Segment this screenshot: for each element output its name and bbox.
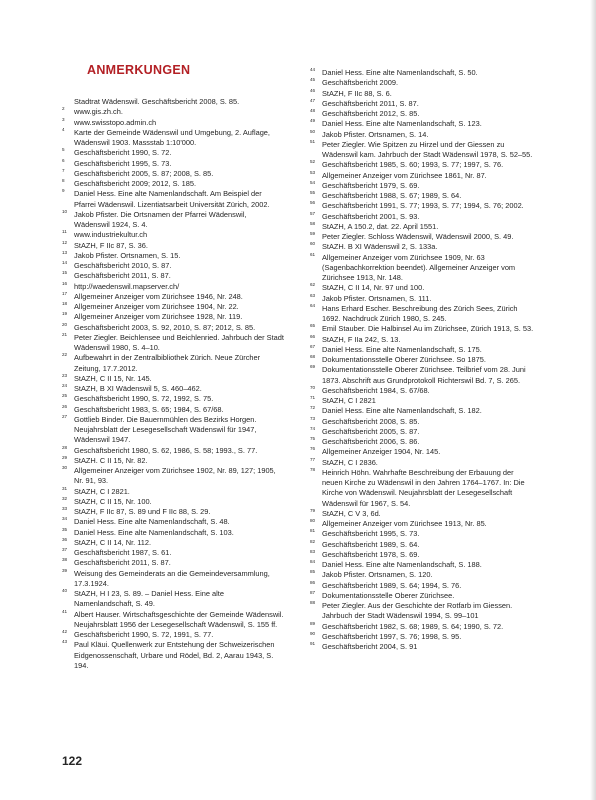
endnote-text: www.swisstopo.admin.ch <box>74 117 157 127</box>
endnote-number: 37 <box>62 547 68 552</box>
endnote <box>310 540 535 550</box>
endnote-number: 75 <box>310 436 316 441</box>
endnote-number: 67 <box>310 343 316 349</box>
endnote <box>310 191 535 201</box>
endnote-number: 31 <box>62 485 68 491</box>
endnote-number: 29 <box>62 454 68 460</box>
endnote <box>62 569 284 590</box>
endnote <box>62 323 284 333</box>
endnote-text: Dokumentationsstelle Oberer Zürichsee. <box>322 590 455 600</box>
endnote-text: Geschäftsbericht 1978, S. 69. <box>322 549 420 559</box>
endnote <box>310 447 535 457</box>
endnote <box>62 230 284 240</box>
endnote-text: Geschäftsbericht 2009; 2012, S. 185. <box>74 179 197 188</box>
endnote-number: 57 <box>310 210 316 216</box>
endnote <box>310 181 535 191</box>
endnote-text: www.industriekultur.ch <box>74 230 148 240</box>
endnote-number: 26 <box>62 403 68 409</box>
endnote-number: 86 <box>310 579 316 585</box>
endnote <box>62 118 284 128</box>
endnote-text: Karte der Gemeinde Wädenswil und Umgebung, 2. Auflage, Wädenswil 1903. Massstab 1:10'000. <box>74 127 270 147</box>
endnote-text: StAZH, C II 14, Nr. 97 und 100. <box>322 283 425 293</box>
endnote-number: 12 <box>62 239 68 245</box>
endnote-text: www.gis.zh.ch. <box>74 107 123 117</box>
endnote-text: Aufbewahrt in der Zentralbibliothek Zürich. Neue Zürcher Zeitung, 17.7.2012. <box>74 353 261 373</box>
endnote-text: Geschäftsbericht 2011, S. 87. <box>74 558 171 568</box>
endnote-number: 66 <box>310 333 316 339</box>
endnote-text: StAZH, F IIc 87, S. 89 und F IIc 88, S. 29. <box>74 507 211 516</box>
endnote <box>310 78 535 88</box>
endnote-text: Geschäftsbericht 2005, S. 87; 2008, S. 85. <box>74 168 214 178</box>
endnote-text: StAZH, F IIc 88, S. 6. <box>322 88 392 98</box>
endnote <box>62 456 284 466</box>
endnote-number: 62 <box>310 282 316 288</box>
endnote-number: 4 <box>62 126 65 132</box>
endnote-text: Daniel Hess. Eine alte Namenlandschaft, S. 188. <box>322 560 482 569</box>
endnote-number: 58 <box>310 220 316 226</box>
endnote-number: 70 <box>310 384 316 390</box>
endnote-number: 91 <box>310 641 316 646</box>
endnote-number: 52 <box>310 159 316 165</box>
endnote-number: 48 <box>310 108 316 113</box>
endnote <box>310 519 535 529</box>
endnote-number: 8 <box>62 178 65 183</box>
endnote-text: Geschäftsbericht 1995, S. 73. <box>322 529 420 539</box>
endnote <box>310 642 535 652</box>
endnote-number: 30 <box>62 465 68 470</box>
endnote <box>62 517 284 527</box>
endnote-text: Allgemeiner Anzeiger 1904, Nr. 145. <box>322 447 441 457</box>
endnote-text: Peter Ziegler. Beichlensee und Beichlenried. Jahrbuch der Stadt Wädenswil 1980, S. 4–10. <box>74 332 284 352</box>
endnote-number: 72 <box>310 405 316 411</box>
endnote-number: 83 <box>310 548 316 554</box>
endnote <box>310 304 535 325</box>
endnote-text: Dokumentationsstelle Oberer Zürichsee. Teilbrief vom 28. Juni 1873. Abschrift aus Grundprotokoll Richterswil Bd. 7, S. 265. <box>322 365 526 385</box>
endnote <box>310 365 535 386</box>
endnote-number: 77 <box>310 456 316 462</box>
endnote <box>310 222 535 232</box>
endnote <box>310 253 535 284</box>
endnote <box>62 159 284 169</box>
endnote-number: 6 <box>62 157 65 163</box>
endnote-text: Jakob Pfister. Ortsnamen, S. 120. <box>322 570 433 580</box>
endnote <box>310 355 535 365</box>
endnote-number: 14 <box>62 260 68 265</box>
endnote-text: Geschäftsbericht 1988, S. 67; 1989, S. 64. <box>322 191 462 200</box>
endnote-number: 19 <box>62 311 68 317</box>
endnote-number: 79 <box>310 507 316 513</box>
endnote <box>62 292 284 302</box>
endnote-number: 15 <box>62 270 68 276</box>
endnote <box>310 130 535 140</box>
endnote-number: 78 <box>310 466 316 472</box>
endnote <box>62 261 284 271</box>
endnote-text: Geschäftsbericht 2003, S. 92, 2010, S. 87; 2012, S. 85. <box>74 322 256 332</box>
endnote-text: Peter Ziegler. Wie Spitzen zu Hirzel und der Giessen zu Wädenswil kam. Jahrbuch der Stadt Wädenswil 1978, S. 52–55. <box>322 139 533 159</box>
endnote <box>310 396 535 406</box>
endnote <box>62 610 284 631</box>
endnote <box>62 630 284 640</box>
endnote <box>62 169 284 179</box>
endnote-number: 3 <box>62 116 65 122</box>
endnote-number: 82 <box>310 538 316 544</box>
endnote-text: StAZH, C I 2836. <box>322 457 378 467</box>
endnote-text: Geschäftsbericht 1980, S. 62, 1986, S. 58; 1993., S. 77. <box>74 445 258 455</box>
endnote-number: 59 <box>310 231 316 236</box>
endnote-text: StAZH, C V 3, 6d. <box>322 508 381 518</box>
endnote-number: 53 <box>310 169 316 175</box>
endnote-number: 50 <box>310 128 316 134</box>
endnote-text: Allgemeiner Anzeiger vom Zürichsee 1904, Nr. 22. <box>74 302 239 311</box>
endnote <box>310 68 535 78</box>
endnote <box>62 558 284 568</box>
endnote-text: Peter Ziegler. Schloss Wädenswil, Wädenswil 2000, S. 49. <box>322 232 514 241</box>
endnote-text: Geschäftsbericht 1989, S. 64; 1994, S. 76. <box>322 580 462 590</box>
endnote-text: Daniel Hess. Eine alte Namenlandschaft, S. 182. <box>322 406 482 416</box>
endnote-text: Gottlieb Binder. Die Bauernmühlen des Bezirks Horgen. Neujahrsblatt der Lesegesellschaft Wädenswil für 1947, Wädenswil 1947. <box>74 414 257 445</box>
endnote-number: 17 <box>62 290 68 296</box>
endnote-number: 80 <box>310 518 316 523</box>
endnote <box>62 446 284 456</box>
endnote-text: Geschäftsbericht 1984, S. 67/68. <box>322 385 430 395</box>
endnote <box>62 548 284 558</box>
endnote-text: Allgemeiner Anzeiger vom Zürichsee 1946, Nr. 248. <box>74 291 243 301</box>
endnote <box>62 394 284 404</box>
endnote-number: 74 <box>310 425 316 431</box>
endnote-text: Daniel Hess. Eine alte Namenlandschaft. Am Beispiel der Pfarrei Wädenswil. Lizentiatsarbeit Universität Zürich, 2002. <box>74 189 270 209</box>
endnote <box>310 99 535 109</box>
endnote <box>310 632 535 642</box>
endnote-text: Geschäftsbericht 2006, S. 86. <box>322 437 420 446</box>
endnote-number: 61 <box>310 251 316 257</box>
endnote <box>62 241 284 251</box>
endnote <box>62 312 284 322</box>
endnote-text: StAZH, F IIa 242, S. 13. <box>322 334 401 344</box>
endnote <box>310 345 535 355</box>
endnote <box>62 107 284 117</box>
endnote <box>310 560 535 570</box>
endnote-number: 85 <box>310 569 316 575</box>
endnote-number: 43 <box>62 639 68 645</box>
endnote <box>310 294 535 304</box>
endnote <box>310 550 535 560</box>
endnote-number: 88 <box>310 600 316 605</box>
endnote <box>62 333 284 354</box>
endnote-number: 44 <box>310 67 316 72</box>
endnote-text: Jakob Pfister. Ortsnamen, S. 15. <box>74 250 181 260</box>
endnote-number: 71 <box>310 395 316 400</box>
endnote-number: 7 <box>62 167 65 173</box>
endnote-text: Weisung des Gemeinderats an die Gemeindeversammlung, 17.3.1924. <box>74 568 270 588</box>
endnote-number: 22 <box>62 352 68 358</box>
endnote <box>62 466 284 487</box>
endnote-text: Allgemeiner Anzeiger vom Zürichsee 1913, Nr. 85. <box>322 519 487 528</box>
endnote-text: Geschäftsbericht 2004, S. 91 <box>322 642 418 651</box>
endnote-number: 89 <box>310 620 316 626</box>
endnote-number: 49 <box>310 118 316 124</box>
endnote-text: Geschäftsbericht 2012, S. 85. <box>322 109 420 118</box>
page-edge-shadow <box>590 0 596 800</box>
endnote <box>310 386 535 396</box>
endnote <box>310 417 535 427</box>
endnote-text: Daniel Hess. Eine alte Namenlandschaft, S. 103. <box>74 527 234 537</box>
endnote-number: 13 <box>62 249 68 255</box>
endnote <box>62 405 284 415</box>
endnote-text: StAZH, C I 2821 <box>322 396 376 405</box>
endnote <box>62 497 284 507</box>
endnote-number: 35 <box>62 526 68 532</box>
endnote-text: Albert Hauser. Wirtschaftsgeschichte der Gemeinde Wädenswil. Neujahrsblatt 1956 der Lesegesellschaft Wädenswil, S. 155 ff. <box>74 609 284 629</box>
endnote <box>310 601 535 622</box>
endnote-text: Geschäftsbericht 2010, S. 87. <box>74 261 172 270</box>
endnote-text: Paul Kläui. Quellenwerk zur Entstehung der Schweizerischen Eidgenossenschaft, Urbare und Rödel, Bd. 2, Aarau 1943, S. 194. <box>74 640 275 670</box>
endnote-text: Allgemeiner Anzeiger vom Zürichsee 1902, Nr. 89, 127; 1905, Nr. 91, 93. <box>74 466 276 486</box>
endnote-text: Geschäftsbericht 1990, S. 72, 1991, S. 77. <box>74 630 214 639</box>
endnote-number: 24 <box>62 383 68 388</box>
endnote-text: http://waedenswil.mapserver.ch/ <box>74 281 180 291</box>
endnote-text: StAZH, A 150.2, dat. 22. April 1551. <box>322 221 439 231</box>
endnote-text: Jakob Pfister. Ortsnamen, S. 14. <box>322 129 429 139</box>
endnote-number: 2 <box>62 106 65 112</box>
endnote-number: 36 <box>62 536 68 542</box>
endnote-number: 84 <box>310 559 316 564</box>
endnote-number: 46 <box>310 87 316 93</box>
endnote-text: Allgemeiner Anzeiger vom Zürichsee 1928, Nr. 119. <box>74 312 243 322</box>
endnote-number: 28 <box>62 444 68 450</box>
endnote <box>62 189 284 210</box>
endnote-text: Daniel Hess. Eine alte Namenlandschaft, S. 48. <box>74 517 230 527</box>
endnote-number: 9 <box>62 188 65 194</box>
endnote <box>62 302 284 312</box>
endnote <box>62 384 284 394</box>
endnote-number: 56 <box>310 200 316 206</box>
endnote-number: 47 <box>310 97 316 103</box>
endnote <box>310 622 535 632</box>
endnote-text: Jakob Pfister. Die Ortsnamen der Pfarrei Wädenswil, Wädenswil 1924, S. 4. <box>74 209 247 229</box>
endnote <box>310 160 535 170</box>
endnote <box>310 509 535 519</box>
endnote-number: 90 <box>310 630 316 636</box>
endnote <box>310 468 535 509</box>
endnote <box>310 201 535 211</box>
endnote-number: 42 <box>62 629 68 634</box>
endnote-text: Geschäftsbericht 2009. <box>322 78 399 88</box>
notes-column-right <box>310 68 535 652</box>
page-number: 122 <box>62 754 83 768</box>
endnote-number: 27 <box>62 413 68 419</box>
endnote <box>310 335 535 345</box>
endnote <box>62 210 284 231</box>
endnote-text: Geschäftsbericht 2011, S. 87. <box>74 271 171 281</box>
endnote-text: Geschäftsbericht 2005, S. 87. <box>322 426 420 436</box>
endnote-text: Geschäftsbericht 2008, S. 85. <box>322 416 420 426</box>
endnote-number: 69 <box>310 364 316 370</box>
endnote-text: Peter Ziegler. Aus der Geschichte der Rotfarb im Giessen. Jahrbuch der Stadt Wädenswil 1994, S. 99–101 <box>322 601 513 621</box>
endnote <box>62 97 284 107</box>
endnote <box>62 374 284 384</box>
endnote-number: 10 <box>62 208 68 214</box>
endnote-number: 16 <box>62 280 68 286</box>
endnote <box>310 109 535 119</box>
endnote-number: 45 <box>310 77 316 83</box>
endnote-number: 20 <box>62 321 68 327</box>
endnote-number: 21 <box>62 331 68 337</box>
endnote-number: 51 <box>310 138 316 144</box>
endnote-number: 5 <box>62 147 65 153</box>
endnote-text: Allgemeiner Anzeiger vom Zürichsee 1861, Nr. 87. <box>322 170 487 180</box>
endnote-number: 39 <box>62 567 68 573</box>
notes-column-left <box>62 97 284 671</box>
endnote-text: Geschäftsbericht 1987, S. 61. <box>74 548 172 557</box>
endnote-text: Geschäftsbericht 1985, S. 60; 1993, S. 77; 1997, S. 76. <box>322 160 504 170</box>
endnote <box>310 140 535 161</box>
endnote <box>62 507 284 517</box>
endnote-number: 68 <box>310 354 316 359</box>
endnote-number: 33 <box>62 506 68 511</box>
endnote-number: 11 <box>62 229 67 235</box>
endnote <box>310 529 535 539</box>
endnote <box>62 487 284 497</box>
endnote-text: StAZH, C II 14, Nr. 112. <box>74 537 152 547</box>
endnote-text: Daniel Hess. Eine alte Namenlandschaft, S. 123. <box>322 119 482 129</box>
endnote <box>310 119 535 129</box>
endnote <box>310 89 535 99</box>
endnote <box>62 128 284 149</box>
endnote-number: 41 <box>62 608 68 614</box>
endnote-text: Geschäftsbericht 2001, S. 93. <box>322 211 420 221</box>
endnote <box>62 271 284 281</box>
endnote <box>310 232 535 242</box>
endnote-text: Geschäftsbericht 1982, S. 68; 1989, S. 64; 1990, S. 72. <box>322 621 504 631</box>
endnote-text: Emil Stauber. Die Halbinsel Au im Zürichsee, Zürich 1913, S. 53. <box>322 324 534 334</box>
endnote-text: StAZH. C II 15, Nr. 82. <box>74 455 148 465</box>
endnote-number: 23 <box>62 372 68 378</box>
endnote-number: 25 <box>62 393 68 399</box>
endnote-number: 65 <box>310 323 316 329</box>
endnote <box>310 581 535 591</box>
endnote-text: Geschäftsbericht 2011, S. 87. <box>322 98 419 108</box>
endnote-text: Geschäftsbericht 1990, S. 72, 1992, S. 75. <box>74 394 214 404</box>
endnote <box>310 437 535 447</box>
endnote-number: 60 <box>310 241 316 247</box>
endnote-number: 55 <box>310 190 316 195</box>
endnote-text: StAZH, C I 2821. <box>74 486 130 496</box>
endnote <box>310 591 535 601</box>
endnote-text: StAZH, H I 23, S. 89. – Daniel Hess. Eine alte Namenlandschaft, S. 49. <box>74 589 224 609</box>
endnote <box>62 251 284 261</box>
endnote <box>62 148 284 158</box>
endnote-text: StAZH, B XI Wädenswil 5, S. 460–462. <box>74 384 202 393</box>
endnote <box>310 406 535 416</box>
endnote-number: 64 <box>310 302 316 308</box>
endnote <box>310 570 535 580</box>
endnote-number: 54 <box>310 179 316 185</box>
endnote <box>310 324 535 334</box>
endnote-text: Daniel Hess. Eine alte Namenlandschaft, S. 175. <box>322 344 482 354</box>
endnote <box>62 282 284 292</box>
endnote-number: 63 <box>310 292 316 298</box>
endnote-text: StAZH, C II 15, Nr. 145. <box>74 373 152 383</box>
endnote <box>310 427 535 437</box>
endnote-text: StAZH, C II 15, Nr. 100. <box>74 496 152 506</box>
endnote-text: StAZH. B XI Wädenswil 2, S. 133a. <box>322 242 438 252</box>
endnote-text: Daniel Hess. Eine alte Namenlandschaft, S. 50. <box>322 68 478 77</box>
endnote-text: Geschäftsbericht 1995, S. 73. <box>74 158 172 168</box>
endnote-number: 18 <box>62 301 68 306</box>
endnote-number: 76 <box>310 446 316 452</box>
endnote <box>62 538 284 548</box>
endnote-text: Jakob Pfister. Ortsnamen, S. 111. <box>322 293 432 303</box>
endnote-number: 87 <box>310 589 316 595</box>
endnote <box>310 242 535 252</box>
endnote-text: Stadtrat Wädenswil. Geschäftsbericht 2008, S. 85. <box>74 97 240 106</box>
endnote-text: Hans Erhard Escher. Beschreibung des Zürich Sees, Zürich 1692. Nachdruck Zürich 1980, S. 245. <box>322 303 518 323</box>
endnote-text: Dokumentationsstelle Oberer Zürichsee. So 1875. <box>322 355 486 364</box>
endnote-text: Geschäftsbericht 1979, S. 69. <box>322 180 420 190</box>
endnote <box>62 179 284 189</box>
endnote-text: Geschäftsbericht 1983, S. 65; 1984, S. 67/68. <box>74 404 224 414</box>
endnote-number: 40 <box>62 588 68 593</box>
endnote-number: 34 <box>62 516 68 522</box>
endnote-number: 38 <box>62 557 68 563</box>
endnote-text: StAZH, F IIc 87, S. 36. <box>74 240 148 250</box>
endnote <box>62 640 284 671</box>
endnote <box>310 458 535 468</box>
endnote-text: Geschäftsbericht 1991, S. 77; 1993, S. 77; 1994, S. 76; 2002. <box>322 201 524 211</box>
endnote-text: Geschäftsbericht 1990, S. 72. <box>74 148 172 158</box>
endnote <box>62 528 284 538</box>
endnote-text: Geschäftsbericht 1989, S. 64. <box>322 539 420 549</box>
endnote <box>62 353 284 374</box>
endnote-text: Geschäftsbericht 1997, S. 76; 1998, S. 95. <box>322 631 462 641</box>
endnote-number: 81 <box>310 528 316 534</box>
endnote-number: 32 <box>62 495 68 501</box>
endnote <box>310 171 535 181</box>
endnote-text: Heinrich Höhn. Wahrhafte Beschreibung der Erbauung der neuen Kirche zu Wädenswil in den Jahren 1764–1767. In: Die Kirche von Wädenswil. Neujahrsblatt der Lesegesellschaft Wädenswil für 1967, S. 54. <box>322 467 525 508</box>
endnote-text: Allgemeiner Anzeiger vom Zürichsee 1909, Nr. 63 (Sagenbachkorrektion beendet). Allgemeiner Anzeiger vom Zürichsee 1913, Nr. 148. <box>322 252 516 282</box>
endnote <box>310 283 535 293</box>
section-heading: ANMERKUNGEN <box>87 63 191 77</box>
endnote-number: 73 <box>310 415 316 421</box>
endnote <box>62 415 284 446</box>
endnote <box>62 589 284 610</box>
endnote <box>310 212 535 222</box>
